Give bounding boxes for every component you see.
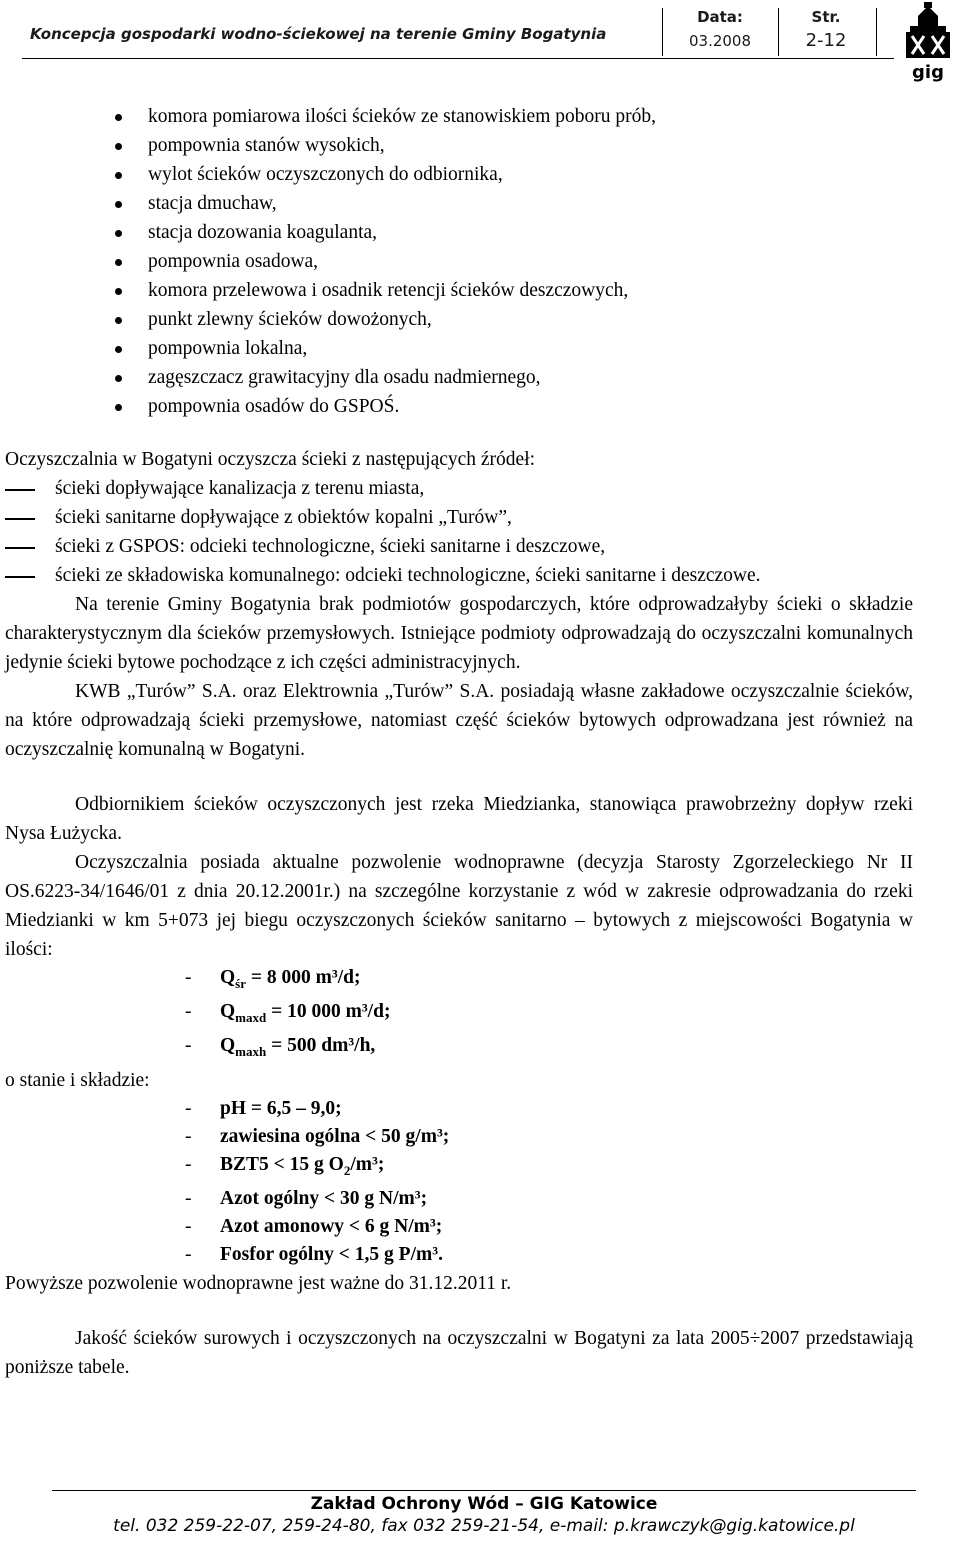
closing-paragraph: Jakość ścieków surowych i oczyszczonych na oczyszczalni w Bogatyni za lata 2005÷2007 przedstawiają poniższe tabele. <box>5 1327 913 1378</box>
sources-intro: Oczyszczalnia w Bogatyni oczyszcza ścieki z następujących źródeł: <box>5 449 536 470</box>
list-item <box>5 1095 913 1123</box>
list-item: zagęszczacz grawitacyjny dla osadu nadmiernego, <box>5 363 913 392</box>
flow-subscript: maxh <box>235 1043 267 1059</box>
list-item <box>5 964 913 998</box>
header-separator <box>662 8 663 56</box>
facility-list <box>5 102 913 421</box>
list-item <box>5 1185 913 1213</box>
list-item: pompownia stanów wysokich, <box>5 131 913 160</box>
list-item: ścieki dopływające kanalizacja z terenu miasta, <box>5 474 913 503</box>
list-item <box>5 1151 913 1185</box>
paragraph-turow: KWB „Turów” S.A. oraz Elektrownia „Turów” S.A. posiadają własne zakładowe oczyszczalnie ścieków, na które odprowadzają ścieki przemysłowe, natomiast część ścieków bytowych odprowadzana jest również na oczyszczalnię komunalną w Bogatyni. <box>5 681 913 760</box>
flow-value: = 10 000 m³/d; <box>266 1000 391 1022</box>
footer-contact: tel. 032 259-22-07, 259-24-80, fax 032 259-21-54, e-mail: p.krawczyk@gig.katowice.pl <box>113 1516 855 1536</box>
list-item: punkt zlewny ścieków dowożonych, <box>5 305 913 334</box>
parameter-text: Azot ogólny < 30 g N/m³; <box>220 1187 428 1209</box>
composition-intro: o stanie i składzie: <box>5 1069 150 1091</box>
list-item <box>5 998 913 1032</box>
parameter-text: BZT5 < 15 g O <box>220 1153 344 1175</box>
parameter-text: zawiesina ogólna < 50 g/m³; <box>220 1125 450 1147</box>
spacer <box>5 764 913 790</box>
document-body <box>5 102 913 1382</box>
logo-text: gig <box>912 62 944 82</box>
parameter-text: Fosfor ogólny < 1,5 g P/m³. <box>220 1243 443 1265</box>
list-item <box>5 1123 913 1151</box>
date-value: 03.2008 <box>688 32 752 50</box>
page-number: 2-12 <box>805 30 847 51</box>
list-item <box>5 1241 913 1269</box>
list-item: pompownia osadowa, <box>5 247 913 276</box>
list-item: stacja dozowania koagulanta, <box>5 218 913 247</box>
flow-symbol: Q <box>220 967 236 988</box>
document-title: Koncepcja gospodarki wodno-ściekowej na terenie Gminy Bogatynia <box>30 25 607 43</box>
header-rule <box>22 58 894 59</box>
paragraph-industry: Na terenie Gminy Bogatynia brak podmiotów gospodarczych, które odprowadzałyby ścieki o składzie charakterystycznym dla ścieków przemysłowych. Istniejące podmioty odprowadzają do oczyszczalni komunalnych jedynie ścieki bytowe pochodzące z ich części administracyjnych. <box>5 594 913 673</box>
parameter-text: pH = 6,5 – 9,0; <box>220 1097 342 1119</box>
flow-value: = 500 dm³/h, <box>266 1034 376 1056</box>
permit-validity: Powyższe pozwolenie wodnoprawne jest ważne do 31.12.2011 r. <box>5 1272 512 1294</box>
list-item: komora przelewowa i osadnik retencji ścieków deszczowych, <box>5 276 913 305</box>
flow-symbol: Q <box>220 1034 236 1056</box>
footer-rule <box>52 1490 916 1491</box>
list-item: pompownia lokalna, <box>5 334 913 363</box>
spacer <box>5 1298 913 1324</box>
flow-limits-list <box>5 964 913 1066</box>
list-item <box>5 1032 913 1066</box>
list-item: pompownia osadów do GSPOŚ. <box>5 392 913 421</box>
footer-organization: Zakład Ochrony Wód – GIG Katowice <box>310 1494 658 1514</box>
flow-subscript: maxd <box>235 1009 267 1025</box>
page-header <box>0 0 960 90</box>
list-item <box>5 1213 913 1241</box>
list-item: ścieki ze składowiska komunalnego: odcieki technologiczne, ścieki sanitarne i deszczowe. <box>5 561 913 590</box>
list-item: ścieki sanitarne dopływające z obiektów kopalni „Turów”, <box>5 503 913 532</box>
page-label: Str. <box>811 8 841 26</box>
flow-symbol: Q <box>220 1000 236 1022</box>
list-item: komora pomiarowa ilości ścieków ze stanowiskiem poboru prób, <box>5 102 913 131</box>
date-cell <box>670 8 770 50</box>
composition-limits-list <box>5 1095 913 1269</box>
flow-subscript: śr <box>235 975 247 991</box>
list-item: ścieki z GSPOS: odcieki technologiczne, ścieki sanitarne i deszczowe, <box>5 532 913 561</box>
header-separator <box>876 8 877 56</box>
parameter-text: Azot amonowy < 6 g N/m³; <box>220 1215 443 1237</box>
parameter-text: /m³; <box>350 1153 385 1175</box>
flow-value: = 8 000 m³/d; <box>246 967 361 988</box>
paragraph-receiver: Odbiornikiem ścieków oczyszczonych jest rzeka Miedzianka, stanowiąca prawobrzeżny dopływ rzeki Nysa Łużycka. <box>5 794 913 844</box>
parameter-subscript: 2 <box>343 1162 351 1178</box>
list-item: stacja dmuchaw, <box>5 189 913 218</box>
header-separator <box>778 8 779 56</box>
paragraph-permit: Oczyszczalnia posiada aktualne pozwolenie wodnoprawne (decyzja Starosty Zgorzeleckiego Nr II OS.6223-34/1646/01 z dnia 20.12.2001r.) na szczególne korzystanie z wód w zakresie odprowadzania do rzeki Miedzianki w km 5+073 jej biegu oczyszczonych ścieków sanitarno – bytowych z miejscowości Bogatynia w ilości: <box>5 852 913 960</box>
date-label: Data: <box>697 8 743 26</box>
page-footer <box>52 1494 916 1536</box>
sources-list <box>5 474 913 590</box>
list-item: wylot ścieków oczyszczonych do odbiornika, <box>5 160 913 189</box>
page-cell <box>784 8 868 51</box>
gig-logo-icon <box>898 2 958 82</box>
